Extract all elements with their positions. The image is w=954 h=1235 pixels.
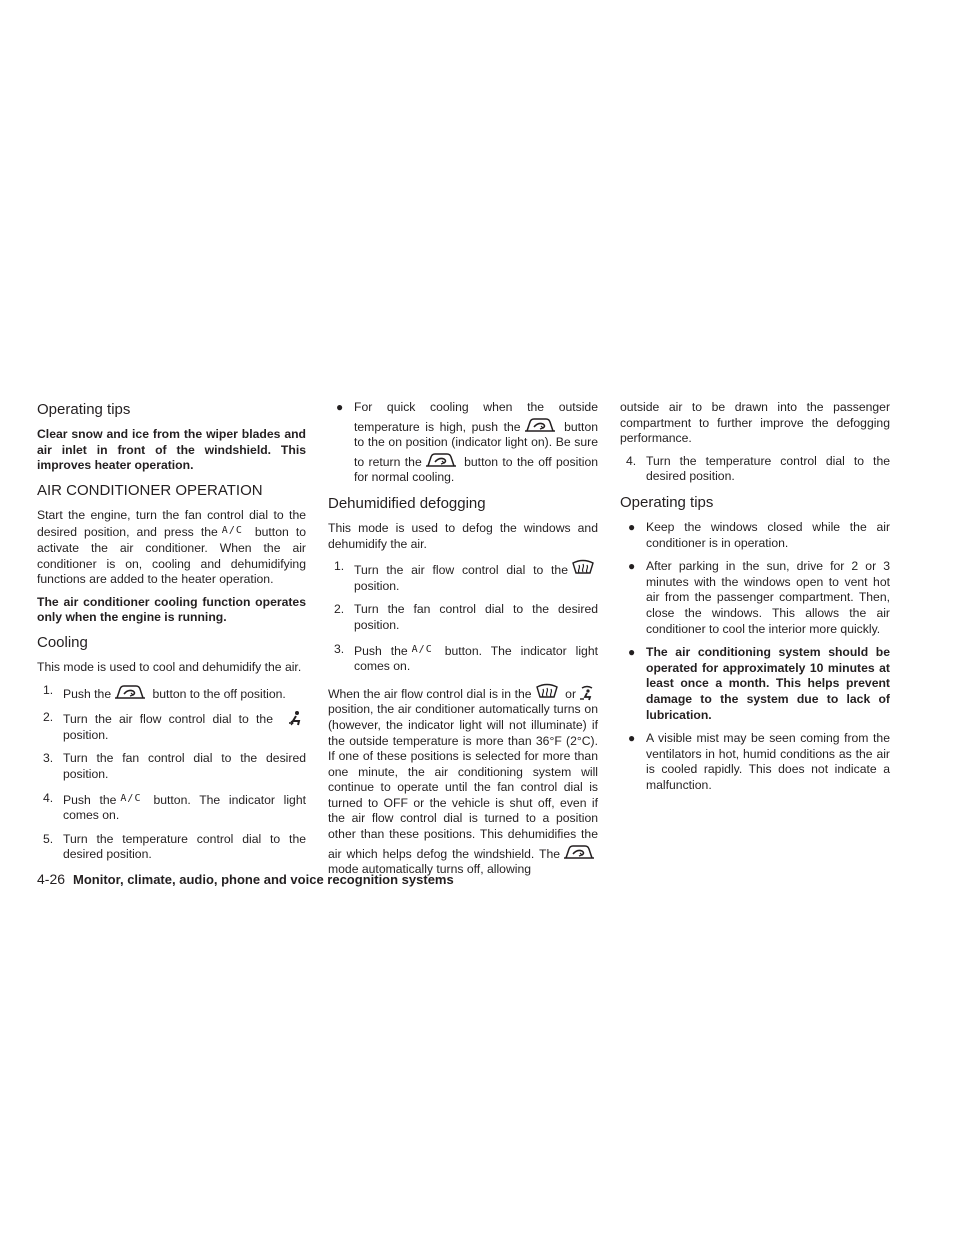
ac-operation-warning: The air conditioner cooling function operates only when the engine is running.: [37, 594, 306, 625]
step-text: position.: [63, 727, 109, 742]
recirculation-icon: [524, 416, 556, 434]
step-text: Push the: [63, 792, 117, 807]
dehumidified-steps-continued: [620, 454, 890, 485]
continued-text: outside air to be drawn into the passenger compartment to further improve the defogging performance.: [620, 400, 890, 446]
step-text: Turn the temperature control dial to the desired position.: [63, 831, 306, 862]
column-middle: [328, 400, 598, 885]
bullet-text: For quick cooling when the outside temperature is high, push the: [354, 400, 598, 434]
step-text: Turn the air flow control dial to the: [354, 563, 568, 578]
step-number: 1.: [43, 682, 54, 697]
bullet: ●: [628, 731, 636, 746]
bullet: ●: [628, 519, 636, 534]
ac-button-label: A/C: [411, 643, 433, 655]
tip-text: Keep the windows closed while the air conditioner is in operation.: [646, 519, 890, 550]
step-text: Turn the temperature control dial to the desired position.: [646, 453, 890, 484]
list-item: [328, 602, 598, 633]
step-number: 3.: [334, 641, 345, 656]
page-footer: [37, 871, 637, 888]
step-number: 2.: [334, 602, 345, 617]
dehumidified-defogging-heading: Dehumidified defogging: [328, 494, 486, 512]
list-item: [37, 710, 306, 743]
cooling-heading: Cooling: [37, 633, 88, 651]
list-item: [328, 559, 598, 594]
list-item: [620, 645, 890, 723]
step-text: button. The indicator light comes on.: [354, 643, 598, 674]
floor-defrost-icon: [579, 685, 595, 701]
operating-tips-warning: Clear snow and ice from the wiper blades and air inlet in front of the windshield. This improves heater operation.: [37, 427, 306, 473]
step-text: position.: [354, 578, 400, 593]
ac-text-a: Start the engine, turn the fan control dial to the desired position, and press the: [37, 507, 306, 540]
step-text: button. The indicator light comes on.: [63, 792, 306, 823]
list-item: [37, 791, 306, 824]
step-text: button to the off position.: [152, 686, 286, 701]
recirculation-icon: [114, 683, 146, 701]
ac-operation-paragraph: [37, 508, 306, 588]
operating-tips-list: [620, 520, 890, 794]
operating-tips-heading: Operating tips: [37, 401, 131, 418]
defrost-icon: [571, 559, 595, 577]
tip-text: The air conditioning system should be operated for approximately 10 minutes at least once a month. This helps prevent damage to the system due to lack of lubrication.: [646, 645, 890, 722]
bullet: ●: [628, 645, 636, 660]
step-number: 4.: [43, 790, 54, 805]
list-item: [620, 731, 890, 793]
list-item: [620, 559, 890, 637]
dehumidified-paragraph: [328, 683, 598, 878]
list-item: [37, 832, 306, 863]
step-text: Turn the fan control dial to the desired position.: [354, 602, 598, 632]
ac-button-label: A/C: [120, 792, 142, 804]
ac-text-b: button to activate the air conditioner. When the air conditioner is on, cooling and dehumidifying functions are added to the heater operation.: [37, 525, 306, 587]
cooling-steps: [37, 683, 306, 863]
bullet-text: button to the on position (indicator light on). Be sure to return the: [354, 419, 598, 469]
bullet-text: button to the off position for normal cooling.: [354, 454, 599, 485]
page-number: 4-26: [37, 871, 66, 887]
paragraph-text: or: [565, 686, 577, 701]
step-text: Push the: [63, 686, 112, 701]
list-item: [328, 400, 598, 486]
tip-text: After parking in the sun, drive for 2 or 3 minutes with the windows open to vent hot air from the passenger compartment. Then, close the windows. This allows the air conditioner to cool the interior more quickly.: [646, 559, 890, 636]
column-right: [620, 400, 890, 801]
bullet: ●: [336, 400, 344, 414]
ac-operation-heading: AIR CONDITIONER OPERATION: [37, 481, 263, 499]
recirculation-icon: [425, 451, 457, 469]
cooling-intro: This mode is used to cool and dehumidify the air.: [37, 659, 302, 674]
section-title: Monitor, climate, audio, phone and voice recognition systems: [73, 872, 454, 887]
paragraph-text: mode automatically turns off, allowing: [328, 862, 532, 877]
step-number: 3.: [43, 751, 54, 766]
tip-text: A visible mist may be seen coming from the ventilators in hot, humid conditions as the air is cooled rapidly. This does not indicate a malfunction.: [646, 731, 890, 792]
column-left: [37, 400, 306, 871]
paragraph-text: position, the air conditioner automatically turns on (however, the indicator light will not illuminate) if the outside temperature is more than 36°F (2°C). If one of these positions is selected for more than one minute, the air conditioning system will continue to operate until the fan control dial is turned to OFF or the vehicle is shut off, even if the air flow control dial is turned to a position other than these positions. This dehumidifies the air which helps defog the windshield. The: [328, 702, 598, 861]
step-number: 2.: [43, 710, 54, 725]
quick-cooling-list: [328, 400, 598, 486]
list-item: [620, 520, 890, 551]
operating-tips-heading-2: Operating tips: [620, 493, 714, 511]
step-number: 4.: [626, 453, 637, 468]
paragraph-text: When the air flow control dial is in the: [328, 686, 532, 701]
step-number: 5.: [43, 831, 54, 846]
recirculation-icon: [563, 843, 595, 861]
list-item: [328, 642, 598, 675]
step-number: 1.: [334, 559, 345, 574]
defrost-icon: [535, 683, 559, 701]
ac-button-label: A/C: [221, 525, 243, 537]
step-text: Push the: [354, 643, 408, 658]
dehumidified-intro: This mode is used to defog the windows and dehumidify the air.: [328, 520, 598, 551]
step-text: Turn the fan control dial to the desired position.: [63, 751, 306, 781]
list-item: [37, 683, 306, 703]
bullet: ●: [628, 559, 636, 574]
floor-vent-icon: [287, 710, 303, 726]
list-item: [37, 751, 306, 782]
list-item: [620, 454, 890, 485]
dehumidified-steps: [328, 559, 598, 675]
step-text: Turn the air flow control dial to the: [63, 712, 273, 727]
